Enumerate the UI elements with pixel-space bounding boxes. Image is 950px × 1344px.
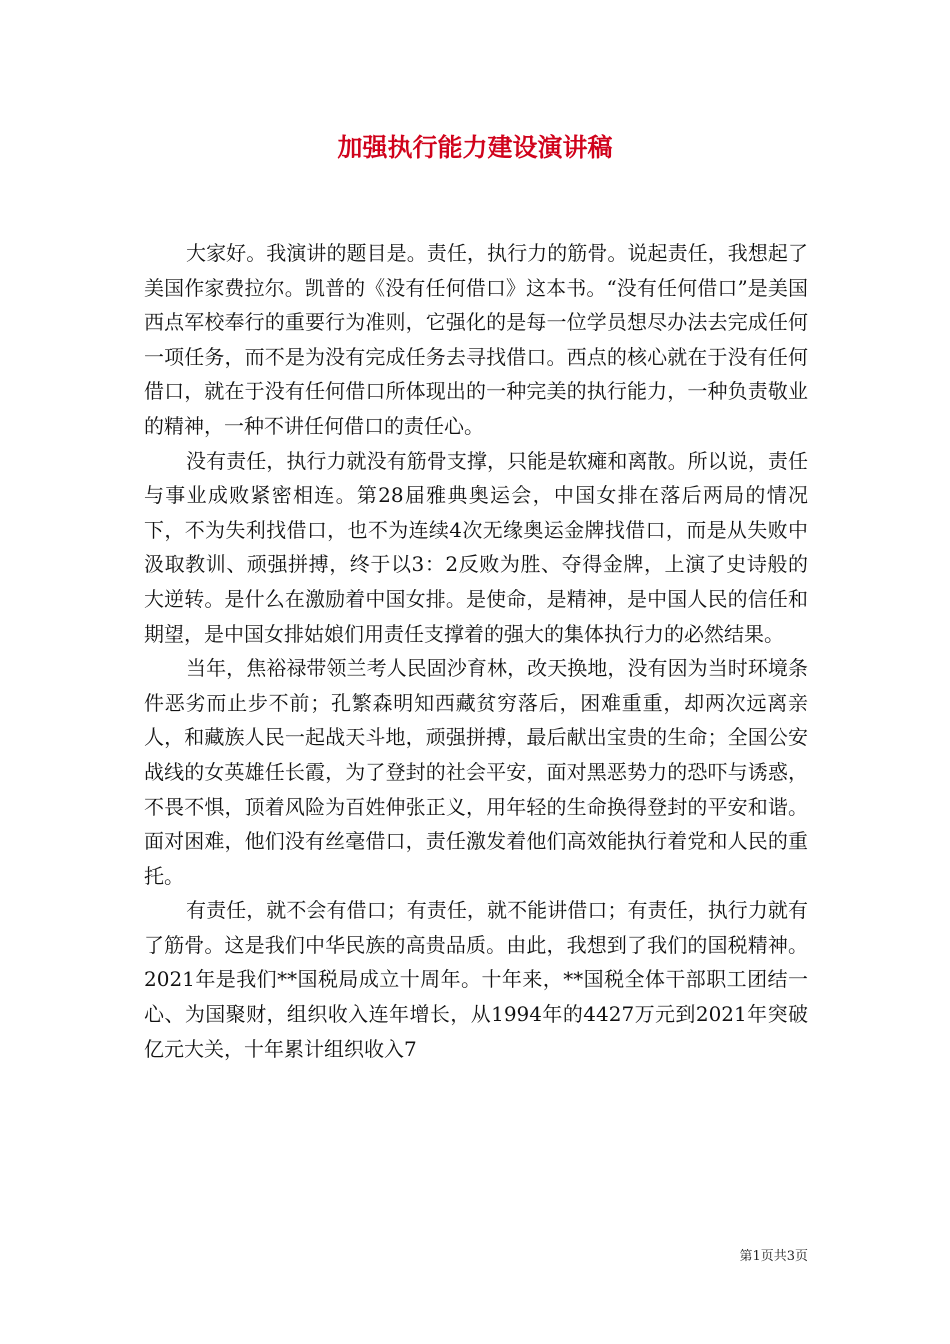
- paragraph-1: 大家好。我演讲的题目是。责任，执行力的筋骨。说起责任，我想起了美国作家费拉尔。凯普的《没有任何借口》这本书。“没有任何借口”是美国西点军校奉行的重要行为准则，它强化的是每一位学员想尽办法去完成任何一项任务，而不是为没有完成任务去寻找借口。西点的核心就在于没有任何借口，就在于没有任何借口所体现出的一种完美的执行能力，一种负责敬业的精神，一种不讲任何借口的责任心。: [144, 241, 808, 438]
- paragraph-4: 有责任，就不会有借口；有责任，就不能讲借口；有责任，执行力就有了筋骨。这是我们中华民族的高贵品质。由此，我想到了我们的国税精神。2021年是我们**国税局成立十周年。十年来，**国税全体干部职工团结一心、为国聚财，组织收入连年增长，从1994年的4427万元到2021年突破亿元大关，十年累计组织收入7: [144, 898, 808, 1061]
- paragraph-2: 没有责任，执行力就没有筋骨支撑，只能是软瘫和离散。所以说，责任与事业成败紧密相连。第28届雅典奥运会，中国女排在落后两局的情况下，不为失利找借口，也不为连续4次无缘奥运金牌找借口，而是从失败中汲取教训、顽强拼搏，终于以3：2反败为胜、夺得金牌，上演了史诗般的大逆转。是什么在激励着中国女排。是使命，是精神，是中国人民的信任和期望，是中国女排姑娘们用责任支撑着的强大的集体执行力的必然结果。: [144, 448, 808, 646]
- page-number: 第1页共3页: [739, 1249, 808, 1264]
- document-title: 加强执行能力建设演讲稿: [337, 133, 613, 162]
- document-body: [144, 236, 808, 1066]
- paragraph-3: 当年，焦裕禄带领兰考人民固沙育林，改天换地，没有因为当时环境条件恶劣而止步不前；孔繁森明知西藏贫穷落后，困难重重，却两次远离亲人，和藏族人民一起战天斗地，顽强拼搏，最后献出宝贵的生命；全国公安战线的女英雄任长霞，为了登封的社会平安，面对黑恶势力的恐吓与诱惑，不畏不惧，顶着风险为百姓伸张正义，用年轻的生命换得登封的平安和谐。面对困难，他们没有丝毫借口，责任激发着他们高效能执行着党和人民的重托。: [144, 656, 808, 888]
